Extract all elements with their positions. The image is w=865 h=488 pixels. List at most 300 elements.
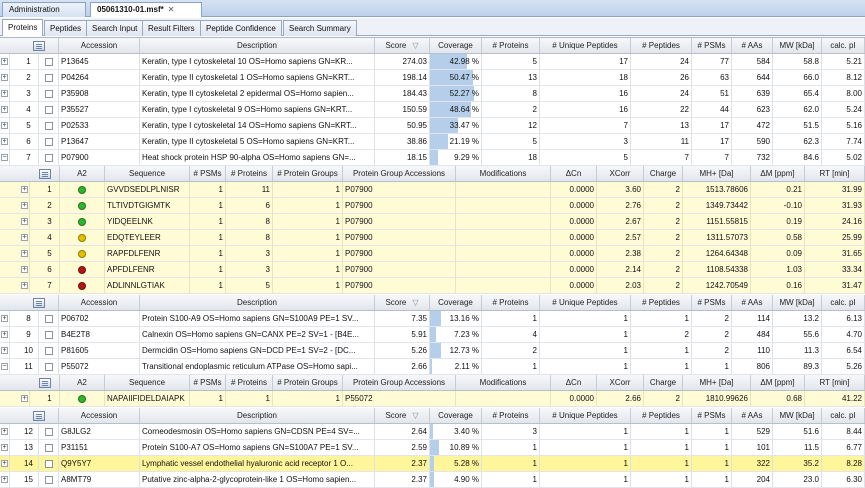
expand-toggle-icon[interactable]: + [2,476,7,483]
header-calc-pi[interactable] [822,38,865,53]
confidence-indicator [60,278,105,293]
pep-modifications [456,246,551,261]
coverage-bar [430,134,448,149]
checkbox[interactable] [45,347,53,355]
pep-modifications [456,230,551,245]
pep-mh [683,230,751,245]
pep-rt-text: 33.34 [841,265,862,274]
header-coverage[interactable] [430,295,482,310]
row-checkbox[interactable] [39,134,59,149]
pep-header-sequence-text: Sequence [128,169,166,178]
close-icon[interactable]: ✕ [167,5,175,14]
expander[interactable] [0,311,10,326]
header-accession[interactable] [59,295,140,310]
protein-row [0,150,865,166]
sequence[interactable] [105,182,190,197]
pep-xcorr [597,278,644,293]
header-score[interactable] [375,408,430,423]
mw [773,343,822,358]
peptides-count [631,359,692,374]
expand-toggle-icon[interactable]: + [2,444,7,451]
pep-delta-m [751,214,805,229]
sort-desc-icon: ▽ [412,41,419,50]
peptides-count [631,456,692,471]
expand-toggle-icon[interactable]: + [2,138,7,145]
expander[interactable] [0,359,10,374]
unique-peptides [540,54,631,69]
header-description[interactable] [140,295,375,310]
expander[interactable] [0,118,10,133]
accession-text: G8JLG2 [61,427,91,436]
expand-toggle-icon[interactable]: + [2,74,7,81]
aas-count-text: 484 [756,330,770,339]
header-mw[interactable] [773,295,822,310]
pep-group-accession-text: P55072 [345,394,373,403]
protein-row [0,134,865,150]
row-checkbox[interactable] [39,456,59,471]
header-aas-text: # AAs [741,298,763,307]
proteins-count [482,54,540,69]
sequence[interactable] [105,230,190,245]
pep-mh [683,262,751,277]
psms-count-text: 7 [724,153,729,162]
peptide-row-number-text: 6 [47,265,52,274]
expand-toggle-icon[interactable]: + [2,460,7,467]
header-proteins[interactable] [482,295,540,310]
accession[interactable] [59,472,140,487]
checkbox[interactable] [45,444,53,452]
pep-psms [190,391,226,406]
confidence-dot-icon [78,202,86,210]
expand-toggle-icon[interactable]: + [22,282,27,289]
accession[interactable] [59,343,140,358]
unique-peptides [540,424,631,439]
peptide-row-number [40,246,60,261]
expand-toggle-icon[interactable]: + [22,250,27,257]
peptide-expander[interactable] [20,262,30,277]
pep-header-modifications[interactable] [456,375,551,390]
expander[interactable] [0,102,10,117]
pep-header-sequence[interactable] [105,166,190,181]
header-aas[interactable] [732,295,773,310]
pep-delta-m [751,182,805,197]
checkbox[interactable] [45,315,53,323]
header-description[interactable] [140,38,375,53]
peptide-row [0,214,865,230]
mw [773,150,822,165]
peptides-count [631,102,692,117]
checkbox[interactable] [45,138,53,146]
header-coverage[interactable] [430,38,482,53]
header-unique-peptides[interactable] [540,408,631,423]
pep-protein-groups-text: 1 [335,201,340,210]
pep-header-sequence[interactable] [105,375,190,390]
protein-header-row [0,295,865,311]
row-number-text: 4 [26,105,31,114]
pep-header-charge-text: Charge [649,378,677,387]
accession[interactable] [59,359,140,374]
expander[interactable] [0,70,10,85]
expand-toggle-icon[interactable]: + [2,106,7,113]
row-checkbox[interactable] [39,424,59,439]
pep-header-charge-text: Charge [649,169,677,178]
header-psms[interactable] [692,38,732,53]
header-unique-peptides[interactable] [540,295,631,310]
checkbox[interactable] [45,106,53,114]
unique-peptides-text: 17 [619,57,628,66]
column-chooser[interactable] [19,408,59,423]
coverage-text: 5.28 % [454,459,479,468]
pep-proteins [226,182,273,197]
sort-desc-icon: ▽ [412,411,419,420]
confidence-dot-icon [78,250,86,258]
pep-protein-groups [273,262,343,277]
doc-tab-msf[interactable] [90,2,202,17]
expand-toggle-icon[interactable]: + [2,331,7,338]
header-description[interactable] [140,408,375,423]
tab-proteins[interactable] [2,19,43,36]
peptide-expander[interactable] [20,214,30,229]
pep-proteins-text: 8 [265,233,270,242]
header-calc-pi[interactable] [822,295,865,310]
score [375,424,430,439]
header-mw-text: MW [kDa] [779,411,815,420]
peptide-expander[interactable] [20,230,30,245]
tab-peptides[interactable] [44,20,87,36]
accession[interactable] [59,134,140,149]
pep-header-modifications[interactable] [456,166,551,181]
pep-header-mh[interactable] [683,166,751,181]
pep-xcorr [597,230,644,245]
pep-charge [644,198,683,213]
pep-xcorr [597,262,644,277]
header-peptides[interactable] [631,408,692,423]
peptides-count [631,118,692,133]
confidence-indicator [60,246,105,261]
row-number [19,343,39,358]
header-unique-peptides[interactable] [540,38,631,53]
peptide-expander[interactable] [20,182,30,197]
pep-delta-m [751,246,805,261]
row-checkbox[interactable] [39,150,59,165]
column-chooser-icon[interactable] [33,411,45,421]
header-mw[interactable] [773,408,822,423]
aas-count-text: 590 [756,137,770,146]
column-chooser[interactable] [19,295,59,310]
coverage [430,327,482,342]
expand-toggle-icon[interactable]: + [2,315,7,322]
expand-toggle-icon[interactable]: + [2,122,7,129]
pep-charge-text: 2 [675,201,680,210]
coverage-bar [430,343,441,358]
expand-toggle-icon[interactable]: + [22,218,27,225]
expand-toggle-icon[interactable]: + [2,90,7,97]
row-checkbox[interactable] [39,311,59,326]
row-checkbox[interactable] [39,118,59,133]
header-accession[interactable] [59,38,140,53]
pep-header-psms[interactable] [190,375,226,390]
expand-toggle-icon[interactable]: + [2,347,7,354]
peptide-column-chooser[interactable] [30,375,60,390]
row-checkbox[interactable] [39,102,59,117]
description-text: Lymphatic vessel endothelial hyaluronic acid receptor 1 O... [142,459,353,468]
pep-header-proteins[interactable] [226,375,273,390]
calc-pi-text: 8.12 [846,73,862,82]
pep-protein-groups-text: 1 [335,217,340,226]
row-checkbox[interactable] [39,70,59,85]
pep-header-a2[interactable] [60,166,105,181]
coverage-bar [430,456,434,471]
checkbox[interactable] [45,58,53,66]
peptide-expander[interactable] [20,391,30,406]
peptide-expander[interactable] [20,278,30,293]
calc-pi [822,440,865,455]
tab-label: Peptides [50,24,82,33]
peptides-count-text: 1 [684,427,689,436]
accession[interactable] [59,86,140,101]
pep-proteins-text: 8 [265,217,270,226]
header-peptides[interactable] [631,38,692,53]
header-calc-pi[interactable] [822,408,865,423]
checkbox[interactable] [45,90,53,98]
header-psms[interactable] [692,408,732,423]
pep-header-charge[interactable] [644,375,683,390]
coverage-text: 12.73 % [449,346,479,355]
header-coverage[interactable] [430,408,482,423]
expand-toggle-icon[interactable]: + [22,395,27,402]
column-chooser-icon[interactable] [33,298,45,308]
row-checkbox[interactable] [39,472,59,487]
peptide-expander[interactable] [20,246,30,261]
expand-toggle-icon[interactable]: + [22,202,27,209]
accession[interactable] [59,118,140,133]
pep-charge-text: 2 [675,185,680,194]
sequence[interactable] [105,262,190,277]
expander[interactable] [0,472,10,487]
pep-header-delta-cn[interactable] [551,166,597,181]
header-accession[interactable] [59,408,140,423]
sequence[interactable] [105,214,190,229]
expand-toggle-icon[interactable]: + [2,428,7,435]
tab-peptide-confidence[interactable] [200,20,282,36]
description-text: Keratin, type I cytoskeletal 9 OS=Homo sapiens GN=KRT... [142,105,353,114]
accession[interactable] [59,70,140,85]
unique-peptides-text: 1 [623,330,628,339]
header-score[interactable] [375,38,430,53]
pep-header-charge[interactable] [644,166,683,181]
document-tab-bar [0,0,865,17]
expand-toggle-icon[interactable]: + [22,266,27,273]
accession[interactable] [59,54,140,69]
row-checkbox[interactable] [39,86,59,101]
calc-pi-text: 4.70 [846,330,862,339]
pep-header-proteins-text: # Proteins [230,378,268,387]
confidence-indicator [60,391,105,406]
pep-header-delta-m[interactable] [751,166,805,181]
row-checkbox[interactable] [39,440,59,455]
coverage-bar [430,150,438,165]
accession[interactable] [59,102,140,117]
confidence-dot-icon [78,218,86,226]
tab-search-input[interactable] [86,20,143,36]
header-aas[interactable] [732,38,773,53]
expander[interactable] [0,86,10,101]
sequence[interactable] [105,391,190,406]
expander[interactable] [0,150,10,165]
expander[interactable] [0,343,10,358]
aas-count-text: 623 [756,105,770,114]
column-chooser-icon[interactable] [39,378,51,388]
pep-header-protein-group-accessions[interactable] [343,375,456,390]
pep-rt [805,391,865,406]
checkbox[interactable] [45,363,53,371]
sequence-text: RAPFDLFENR [107,249,161,258]
checkbox[interactable] [45,428,53,436]
pep-charge-text: 2 [675,233,680,242]
expand-toggle-icon[interactable]: + [22,186,27,193]
pep-header-rt[interactable] [805,375,865,390]
header-peptides[interactable] [631,295,692,310]
row-checkbox[interactable] [39,327,59,342]
confidence-indicator [60,230,105,245]
pep-header-xcorr[interactable] [597,375,644,390]
checkbox[interactable] [45,154,53,162]
pep-header-a2[interactable] [60,375,105,390]
pep-delta-cn-text: 0.0000 [569,201,594,210]
expander[interactable] [0,440,10,455]
pep-rt-text: 24.16 [841,217,862,226]
row-checkbox[interactable] [39,54,59,69]
expand-toggle-icon[interactable]: + [2,58,7,65]
score [375,311,430,326]
column-chooser-icon[interactable] [33,41,45,51]
pep-psms-text: 1 [218,394,223,403]
pep-delta-m [751,391,805,406]
calc-pi [822,54,865,69]
column-chooser-icon[interactable] [39,169,51,179]
expander[interactable] [0,327,10,342]
peptide-row [0,278,865,294]
header-mw[interactable] [773,38,822,53]
row-number [19,70,39,85]
pep-header-mh[interactable] [683,375,751,390]
pep-delta-m [751,230,805,245]
expander[interactable] [0,134,10,149]
header-psms[interactable] [692,295,732,310]
pep-header-protein-group-accessions[interactable] [343,166,456,181]
expander[interactable] [0,54,10,69]
pep-header-protein-groups[interactable] [273,375,343,390]
checkbox[interactable] [45,460,53,468]
header-score-text: Score [385,41,407,50]
tab-result-filters[interactable] [142,20,201,36]
expander[interactable] [0,424,10,439]
score-text: 2.37 [411,459,427,468]
accession[interactable] [59,424,140,439]
expand-toggle-icon[interactable]: − [2,363,7,370]
pep-psms-text: 1 [218,281,223,290]
score [375,102,430,117]
pep-header-delta-cn[interactable] [551,375,597,390]
pep-delta-cn [551,198,597,213]
pep-xcorr-text: 2.14 [625,265,641,274]
sequence[interactable] [105,198,190,213]
pep-mh [683,246,751,261]
pep-delta-cn-text: 0.0000 [569,185,594,194]
proteins-count-text: 1 [532,314,537,323]
tab-search-summary[interactable] [283,20,357,36]
pep-header-delta-m[interactable] [751,375,805,390]
score [375,359,430,374]
pep-psms [190,262,226,277]
expand-toggle-icon[interactable]: − [2,154,7,161]
peptides-count-text: 1 [684,459,689,468]
pep-mh-text: 1513.78606 [705,185,748,194]
peptides-count-text: 22 [680,105,689,114]
pep-header-xcorr[interactable] [597,166,644,181]
aas-count [732,456,773,471]
expander[interactable] [0,456,10,471]
pep-xcorr-text: 2.03 [625,281,641,290]
pep-delta-cn-text: 0.0000 [569,217,594,226]
doc-tab-administration[interactable] [2,2,86,17]
description-text: Transitional endoplasmic reticulum ATPase OS=Homo sapi... [142,362,358,371]
accession[interactable] [59,311,140,326]
header-proteins[interactable] [482,38,540,53]
unique-peptides-text: 1 [623,346,628,355]
accession[interactable] [59,456,140,471]
column-chooser[interactable] [19,38,59,53]
proteins-count [482,359,540,374]
description [140,134,375,149]
peptide-column-chooser[interactable] [30,166,60,181]
pep-psms-text: 1 [218,265,223,274]
description [140,102,375,117]
checkbox[interactable] [45,476,53,484]
score [375,327,430,342]
pep-header-proteins[interactable] [226,166,273,181]
pep-header-protein-group-accessions-text: Protein Group Accessions [352,378,446,387]
header-proteins[interactable] [482,408,540,423]
header-calc-pi-text: calc. pI [830,411,856,420]
peptide-expander[interactable] [20,198,30,213]
proteins-count-text: 2 [532,105,537,114]
checkbox[interactable] [45,74,53,82]
coverage-text: 33.47 % [449,121,479,130]
row-checkbox[interactable] [39,359,59,374]
psms-count [692,327,732,342]
header-score[interactable] [375,295,430,310]
accession[interactable] [59,327,140,342]
psms-count [692,54,732,69]
pep-header-psms[interactable] [190,166,226,181]
pep-header-protein-groups[interactable] [273,166,343,181]
checkbox[interactable] [45,122,53,130]
pep-header-rt[interactable] [805,166,865,181]
accession[interactable] [59,150,140,165]
header-aas[interactable] [732,408,773,423]
accession[interactable] [59,440,140,455]
sequence[interactable] [105,278,190,293]
expand-toggle-icon[interactable]: + [22,234,27,241]
sequence-text: APFDLFENR [107,265,155,274]
pep-proteins [226,391,273,406]
sequence-text: EDQTEYLEER [107,233,161,242]
sequence[interactable] [105,246,190,261]
row-checkbox[interactable] [39,343,59,358]
checkbox[interactable] [45,331,53,339]
row-number [19,134,39,149]
